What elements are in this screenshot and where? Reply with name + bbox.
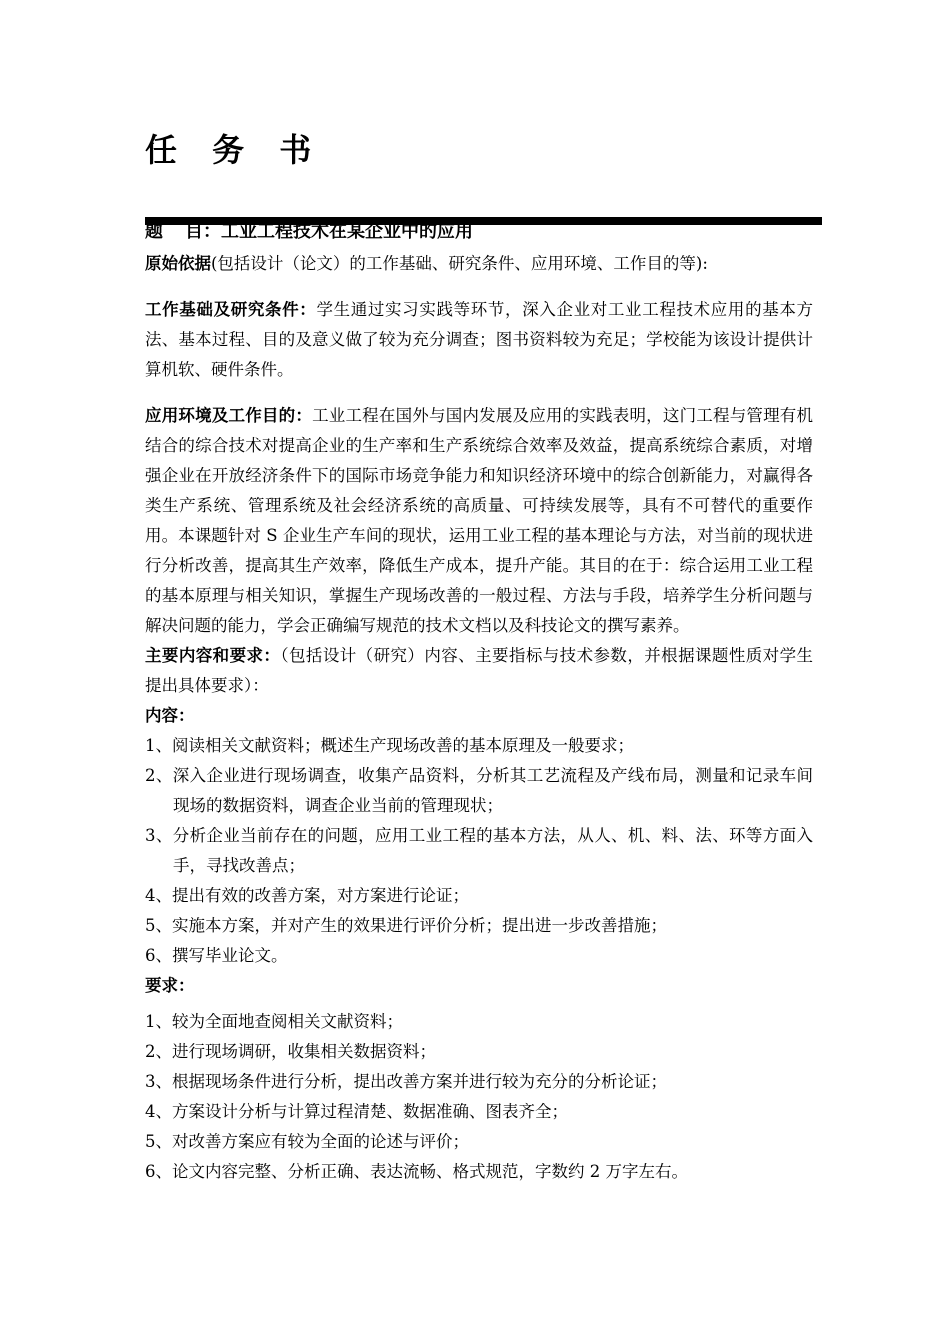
content-list [145,731,813,971]
main-content-paragraph [145,641,813,701]
subject-label-b: 目： [185,221,221,242]
environment-paragraph [145,401,813,641]
main-content-text: （包括设计（研究）内容、主要指标与技术参数，并根据课题性质对学生提出具体要求）： [145,646,814,695]
environment-label: 应用环境及工作目的： [145,406,313,425]
content-heading: 内容： [145,706,195,725]
main-content-label: 主要内容和要求： [145,646,281,665]
requirement-item: 5、对改善方案应有较为全面的论述与评价； [145,1132,469,1151]
requirements-list [145,1007,813,1187]
document-body [145,249,813,1187]
document-title: 任 务 书 [145,131,324,169]
content-item: 4、提出有效的改善方案，对方案进行论证； [145,886,469,905]
content-item: 1、阅读相关文献资料；概述生产现场改善的基本原理及一般要求； [145,736,634,755]
requirement-item: 3、根据现场条件进行分析，提出改善方案并进行较为充分的分析论证； [145,1072,667,1091]
subject-value: 工业工程技术在某企业中的应用 [221,221,473,242]
basis-text: (包括设计（论文）的工作基础、研究条件、应用环境、工作目的等): [211,254,708,273]
content-item: 2、深入企业进行现场调查，收集产品资料，分析其工艺流程及产线布局，测量和记录车间现场的数据资料，调查企业当前的管理现状； [145,766,813,815]
foundation-label: 工作基础及研究条件： [145,300,317,319]
content-item: 6、撰写毕业论文。 [145,946,288,965]
foundation-text: 学生通过实习实践等环节，深入企业对工业工程技术应用的基本方法、基本过程、目的及意义做了较为充分调查；图书资料较为充足；学校能为该设计提供计算机软、硬件条件。 [145,300,814,379]
requirements-heading: 要求： [145,976,195,995]
environment-text: 工业工程在国外与国内发展及应用的实践表明，这门工程与管理有机结合的综合技术对提高企业的生产率和生产系统综合效率及效益，提高系统综合素质，对增强企业在开放经济条件下的国际市场竞争能力和知识经济环境中的综合创新能力，对赢得各类生产系统、管理系统及社会经济系统的高质量、可持续发展等，具有不可替代的重要作用。本课题针对 S 企业生产车间的现状，运用工业工程的基本理论与方法，对当前的现状进行分析改善，提高其生产效率，降低生产成本，提升产能。其目的在于：综合运用工业工程的基本原理与相关知识，掌握生产现场改善的一般过程、方法与手段，培养学生分析问题与解决问题的能力，学会正确编写规范的技术文档以及科技论文的撰写素养。 [145,406,814,635]
basis-paragraph [145,249,813,279]
requirement-item: 6、论文内容完整、分析正确、表达流畅、格式规范，字数约 2 万字左右。 [145,1162,688,1181]
subject-line [145,219,473,245]
requirement-item: 2、进行现场调研，收集相关数据资料； [145,1042,436,1061]
foundation-paragraph [145,295,813,385]
requirement-item: 1、较为全面地查阅相关文献资料； [145,1012,403,1031]
content-item: 5、实施本方案，并对产生的效果进行评价分析；提出进一步改善措施； [145,916,667,935]
subject-label-a: 题 [145,221,163,242]
basis-label: 原始依据 [145,254,211,273]
requirement-item: 4、方案设计分析与计算过程清楚、数据准确、图表齐全； [145,1102,568,1121]
content-item: 3、分析企业当前存在的问题，应用工业工程的基本方法，从人、机、料、法、环等方面入手，寻找改善点； [145,826,813,875]
